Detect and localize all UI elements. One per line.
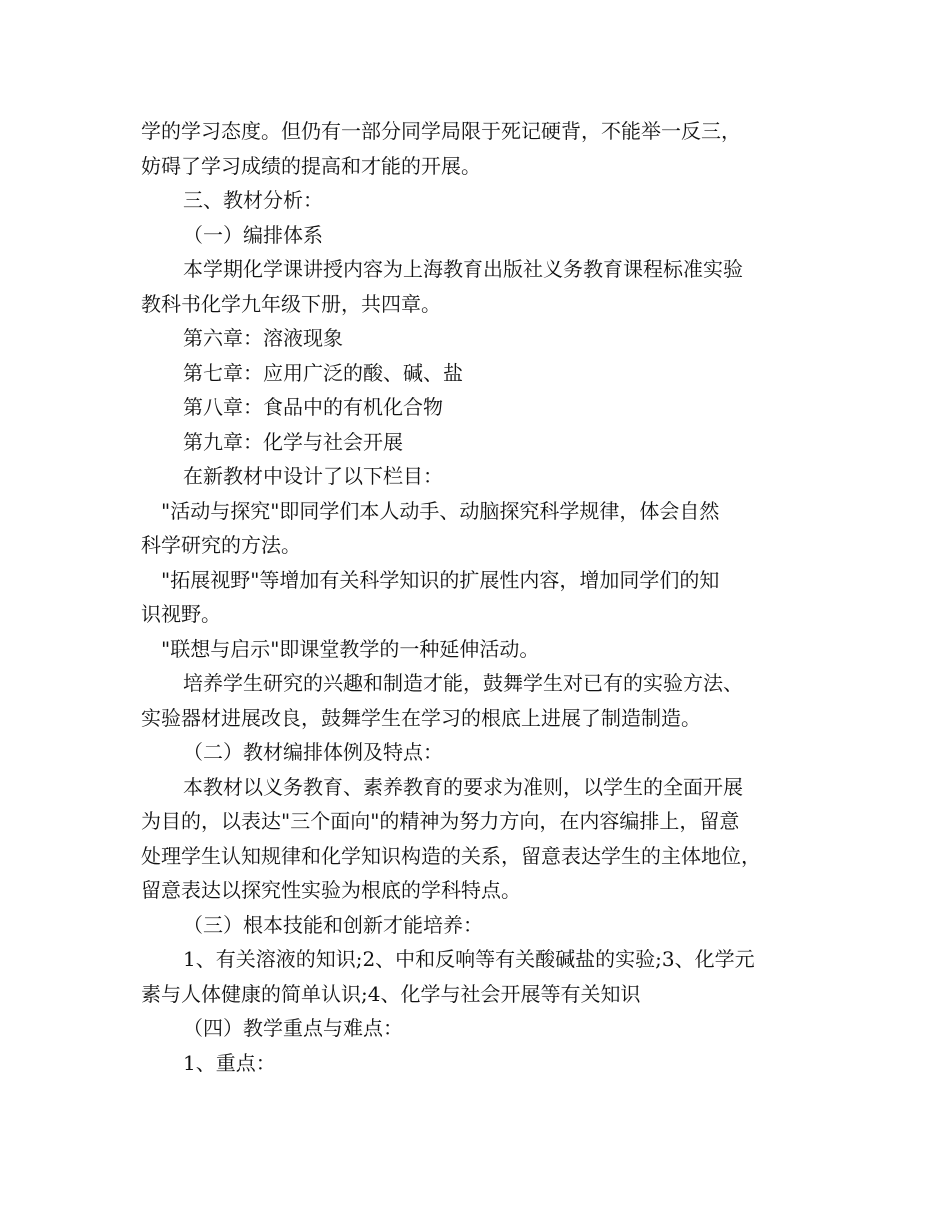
paragraph-line: 实验器材进展改良，鼓舞学生在学习的根底上进展了制造制造。	[141, 705, 701, 730]
chapter-item: 第九章：化学与社会开展	[183, 429, 403, 454]
paragraph-line: 为目的，以表达"三个面向"的精神为努力方向，在内容编排上，留意	[141, 809, 740, 833]
paragraph-line: 学的学习态度。但仍有一部分同学局限于死记硬背，不能举一反三，	[141, 119, 741, 143]
subsection-heading: （二）教材编排体例及特点：	[183, 740, 443, 764]
paragraph-line: 教科书化学九年级下册，共四章。	[141, 291, 441, 316]
paragraph-line: 培养学生研究的兴趣和制造才能，鼓舞学生对已有的实验方法、	[183, 671, 743, 695]
subsection-heading: （四）教学重点与难点：	[183, 1016, 403, 1040]
subsection-heading: （三）根本技能和创新才能培养：	[183, 912, 483, 937]
paragraph-line: 识视野。	[141, 602, 221, 626]
paragraph-line: 处理学生认知规律和化学知识构造的关系，留意表达学生的主体地位，	[141, 843, 761, 868]
section-heading: 三、教材分析：	[183, 188, 323, 212]
list-item: 1、重点：	[183, 1050, 276, 1075]
paragraph-line: 素与人体健康的简单认识;4、化学与社会开展等有关知识	[141, 981, 641, 1006]
paragraph-line: 妨碍了学习成绩的提高和才能的开展。	[141, 153, 481, 178]
chapter-item: 第八章：食品中的有机化合物	[183, 395, 443, 419]
paragraph-line: 本教材以义务教育、素养教育的要求为准则，以学生的全面开展	[183, 774, 743, 799]
chapter-item: 第六章：溶液现象	[183, 326, 343, 350]
paragraph-line: 1、有关溶液的知识;2、中和反响等有关酸碱盐的实验;3、化学元	[183, 947, 755, 971]
paragraph-line: 本学期化学课讲授内容为上海教育出版社义务教育课程标准实验	[183, 257, 743, 281]
paragraph-line: 留意表达以探究性实验为根底的学科特点。	[141, 878, 521, 902]
paragraph-line: "联想与启示"即课堂教学的一种延伸活动。	[161, 636, 540, 661]
paragraph-line: 科学研究的方法。	[141, 533, 301, 557]
subsection-heading: （一）编排体系	[183, 222, 323, 247]
paragraph-line: "拓展视野"等增加有关科学知识的扩展性内容，增加同学们的知	[161, 567, 720, 592]
paragraph-line: 在新教材中设计了以下栏目：	[183, 464, 443, 488]
document-body	[141, 114, 831, 1080]
chapter-item: 第七章：应用广泛的酸、碱、盐	[183, 360, 463, 385]
paragraph-line: "活动与探究"即同学们本人动手、动脑探究科学规律，体会自然	[161, 498, 720, 523]
